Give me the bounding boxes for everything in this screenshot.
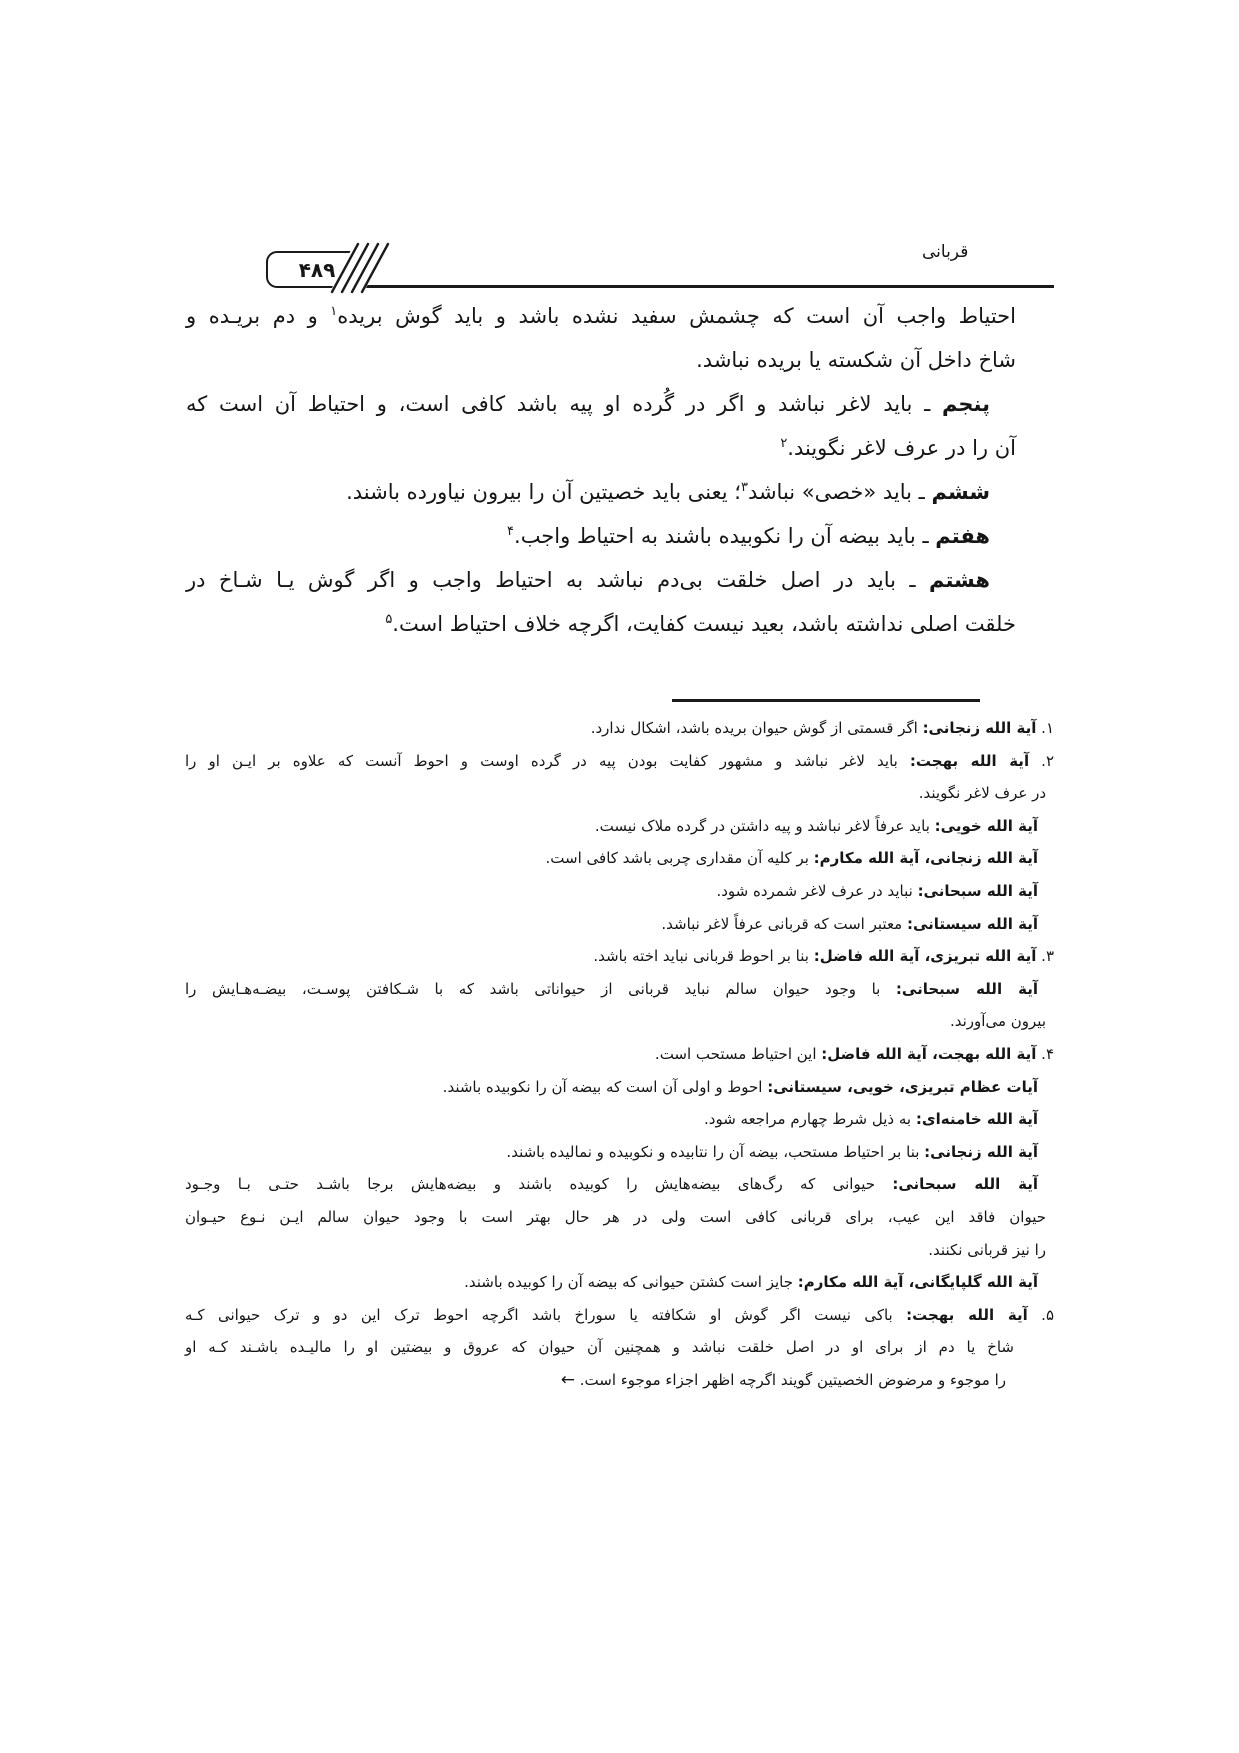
text-segment: باید لاغر نباشد و مشهور کفایت بودن پیه در گرده اوست و احوط آنست که علاوه بر ایـن او را	[185, 751, 910, 770]
footnote-line-18	[185, 1266, 1054, 1299]
text-segment: شاخ یا دم از برای او در اصل خلقت نباشد و همچنین آن حیوان که عروق و بیضتین او را مالیـده باشـند کـه او	[185, 1338, 1014, 1357]
footnote-line-7	[185, 908, 1054, 941]
footnote-line-8	[185, 940, 1054, 973]
text-segment: به ذیل شرط چهارم مراجعه شود.	[704, 1110, 916, 1129]
text-segment: بنا بر احتیاط مستحب، بیضه آن را نتابیده و نکوبیده و نمالیده باشند.	[506, 1142, 925, 1161]
footnote-line-15	[185, 1168, 1054, 1201]
text-segment: جایز است کشتن حیوانی که بیضه آن را کوبیده باشند.	[464, 1273, 798, 1292]
header-rule	[366, 285, 1054, 288]
footnote-line-3	[185, 777, 1054, 810]
text-segment: ۴.	[1036, 1044, 1054, 1063]
text-segment: ۳.	[1036, 947, 1054, 966]
footnote-line-9	[185, 973, 1054, 1006]
text-segment: آیة الله بهجت:	[909, 751, 1030, 770]
text-segment: احوط و اولی آن است که بیضه آن را نکوبیده باشند.	[442, 1077, 768, 1096]
text-segment: ؛ یعنی باید خصیتین آن را بیرون نیاورده باشند.	[346, 480, 741, 504]
text-segment: را نیز قربانی نکنند.	[928, 1240, 1046, 1259]
footnote-line-11	[185, 1038, 1054, 1071]
text-segment: ۲.	[1029, 751, 1055, 770]
text-segment: آیة الله بهجت، آیة الله فاضل:	[821, 1044, 1037, 1063]
text-segment: ششم	[931, 480, 990, 504]
text-segment: آیة الله سبحانی:	[892, 1175, 1038, 1194]
text-segment: بر کلیه آن مقداری چربی باشد کافی است.	[545, 849, 814, 868]
text-segment: آیة الله سبحانی:	[917, 881, 1038, 900]
text-segment: آیة الله سیستانی:	[906, 914, 1038, 933]
footnote-line-10	[185, 1005, 1054, 1038]
text-segment: ـ باید لاغر نباشد و اگر در گُرده او پیه باشد کافی است، و احتیاط آن است که	[186, 392, 942, 416]
body-line-5	[186, 470, 1016, 514]
text-segment: و دم بریـده و	[186, 304, 331, 328]
text-segment: ۱.	[1036, 719, 1054, 737]
text-segment: بیرون می‌آورند.	[949, 1012, 1046, 1031]
footnote-ref-۳: ۳	[740, 480, 748, 495]
footnote-line-6	[185, 875, 1054, 908]
body-line-2	[186, 338, 1016, 382]
footnote-line-21	[185, 1364, 1054, 1397]
text-segment: باکی نیست اگر گوش او شکافته یا سوراخ باشد اگرچه احوط ترک این دو و ترک حیوانی کـه	[185, 1305, 907, 1324]
footnote-line-2	[185, 745, 1054, 778]
text-segment: هفتم	[935, 524, 990, 548]
footnote-ref-۱: ۱	[330, 304, 338, 319]
footnote-line-20	[185, 1331, 1054, 1364]
body-line-7	[186, 558, 1016, 602]
text-segment: ـ باید در اصل خلقت بی‌دم نباشد به احتیاط واجب و اگر گوش یـا شـاخ در	[186, 568, 930, 592]
body-line-8	[186, 602, 1016, 646]
text-segment: با وجود حیوان سالم نباید قربانی از حیواناتی باشد که با شـکافتن پوسـت، بیضـه‌هـایش را	[185, 979, 896, 998]
footnote-ref-۴: ۴	[507, 524, 515, 539]
text-segment: آیات عظام تبریزی، خویی، سیستانی:	[767, 1077, 1038, 1096]
text-segment: معتبر است که قربانی عرفاً لاغر نباشد.	[661, 914, 907, 933]
text-segment: آیة الله زنجانی، آیة الله مکارم:	[813, 849, 1038, 868]
footnote-line-14	[185, 1136, 1054, 1169]
text-segment: باید عرفاً لاغر نباشد و پیه داشتن در گرده ملاک نیست.	[594, 816, 935, 835]
continuation-arrow-icon: ←	[560, 1369, 575, 1390]
body-text	[186, 294, 1016, 646]
text-segment: بنا بر احوط قربانی نباید اخته باشد.	[593, 947, 814, 966]
body-line-4	[186, 426, 1016, 470]
body-line-1	[186, 294, 1016, 338]
footnote-ref-۵: ۵	[385, 612, 393, 627]
footnote-line-1	[185, 712, 1054, 745]
footnote-separator	[672, 699, 980, 702]
page-number: ۴۸۹	[298, 257, 336, 282]
footnote-line-16	[185, 1201, 1054, 1234]
footnote-line-17	[185, 1234, 1054, 1267]
text-segment: هشتم	[929, 568, 990, 592]
text-segment: آیة الله خویی:	[934, 816, 1038, 835]
text-segment: ۵.	[1027, 1305, 1055, 1324]
text-segment: آیة الله بهجت:	[906, 1305, 1028, 1324]
text-segment: ـ باید «خصی» نباشد	[747, 480, 932, 504]
footnotes	[185, 712, 1054, 1396]
footnote-line-5	[185, 842, 1054, 875]
text-segment: نباید در عرف لاغر شمرده شود.	[716, 881, 918, 900]
text-segment: آیة الله زنجانی:	[922, 719, 1037, 737]
text-segment: آن را در عرف لاغر نگویند.	[787, 436, 1016, 460]
text-segment: خلقت اصلی نداشته باشد، بعید نیست کفایت، اگرچه خلاف احتیاط است.	[392, 612, 1016, 636]
footnote-ref-۲: ۲	[780, 436, 788, 451]
running-title: قربانی	[922, 242, 969, 262]
footnote-line-19	[185, 1299, 1054, 1332]
text-segment: آیة الله تبریزی، آیة الله فاضل:	[813, 947, 1037, 966]
text-segment: آیة الله خامنه‌ای:	[915, 1110, 1038, 1129]
footnote-line-13	[185, 1103, 1054, 1136]
text-segment: این احتیاط مستحب است.	[654, 1044, 822, 1063]
text-segment: پنجم	[941, 392, 990, 416]
text-segment: را موجوء و مرضوض الخصیتین گویند اگرچه اظهر اجزاء موجوء است.	[574, 1370, 1006, 1389]
text-segment: حیوان فاقد این عیب، برای قربانی کافی است ولی در هر حال بهتر است با وجود حیوان سالم ایـن نـوع حیـوان	[185, 1207, 1046, 1226]
footnote-line-4	[185, 810, 1054, 843]
body-line-3	[186, 382, 1016, 426]
text-segment: آیة الله گلپایگانی، آیة الله مکارم:	[797, 1273, 1038, 1292]
text-segment: حیوانی که رگ‌های بیضه‌هایش را کوبیده باشند و بیضه‌هایش برجا باشـد حتـی بـا وجـود	[185, 1175, 893, 1194]
page-tab-slashes-icon	[325, 242, 391, 294]
text-segment: آیة الله سبحانی:	[895, 979, 1038, 998]
footnote-line-12	[185, 1071, 1054, 1104]
text-segment: ـ باید بیضه آن را نکوبیده باشند به احتیاط واجب.	[514, 524, 936, 548]
text-segment: شاخ داخل آن شکسته یا بریده نباشد.	[696, 348, 1016, 372]
text-segment: احتیاط واجب آن است که چشمش سفید نشده باشد و باید گوش بریده	[337, 304, 1016, 328]
text-segment: آیة الله زنجانی:	[924, 1142, 1038, 1161]
text-segment: اگر قسمتی از گوش حیوان بریده باشد، اشکال ندارد.	[590, 719, 923, 737]
text-segment: در عرف لاغر نگویند.	[918, 784, 1046, 803]
body-line-6	[186, 514, 1016, 558]
